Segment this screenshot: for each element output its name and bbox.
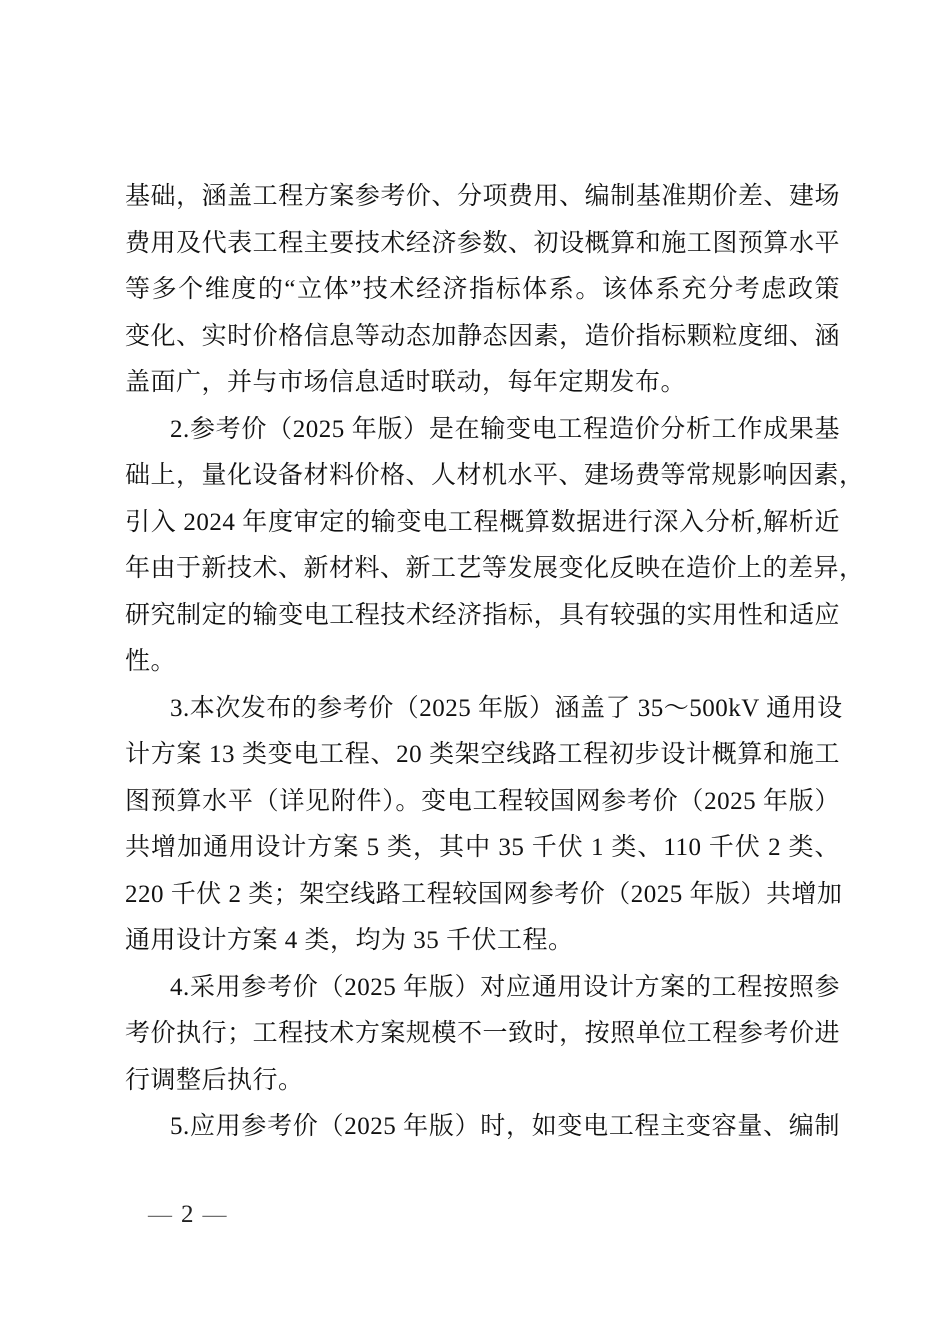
text-line: 共增加通用设计方案 5 类，其中 35 千伏 1 类、110 千伏 2 类、	[125, 834, 840, 861]
page-number	[148, 1200, 227, 1230]
text-line: 图预算水平（详见附件）。变电工程较国网参考价（2025 年版）	[125, 787, 840, 815]
text-line: 3.本次发布的参考价（2025 年版）涵盖了 35～500kV 通用设	[170, 694, 843, 722]
paragraph-item-5	[125, 1104, 840, 1151]
text-line: 行调整后执行。	[125, 1066, 304, 1094]
text-line: 通用设计方案 4 类，均为 35 千伏工程。	[125, 927, 574, 954]
text-line: 等多个维度的“立体”技术经济指标体系。该体系充分考虑政策	[125, 276, 840, 303]
footer-dash-left: —	[148, 1202, 172, 1228]
body-text	[125, 174, 865, 1151]
text-line: 220 千伏 2 类；架空线路工程较国网参考价（2025 年版）共增加	[125, 880, 843, 908]
text-line: 考价执行；工程技术方案规模不一致时，按照单位工程参考价进	[125, 1020, 840, 1047]
paragraph-item-4	[125, 965, 840, 1105]
footer-dash-right: —	[202, 1202, 227, 1228]
text-line: 盖面广，并与市场信息适时联动，每年定期发布。	[125, 369, 687, 396]
text-line: 费用及代表工程主要技术经济参数、初设概算和施工图预算水平	[125, 229, 840, 257]
paragraph-continuation	[125, 174, 840, 407]
text-line: 计方案 13 类变电工程、20 类架空线路工程初步设计概算和施工	[125, 741, 840, 768]
text-line: 引入 2024 年度审定的输变电工程概算数据进行深入分析,解析近	[125, 508, 840, 536]
text-line: 础上，量化设备材料价格、人材机水平、建场费等常规影响因素，	[125, 462, 865, 489]
text-line: 年由于新技术、新材料、新工艺等发展变化反映在造价上的差异，	[125, 555, 865, 582]
paragraph-item-3	[125, 686, 843, 965]
paragraph-item-2	[125, 407, 865, 686]
text-line: 研究制定的输变电工程技术经济指标，具有较强的实用性和适应	[125, 601, 840, 629]
text-line: 基础，涵盖工程方案参考价、分项费用、编制基准期价差、建场	[125, 183, 840, 210]
page-number-value: 2	[181, 1201, 194, 1228]
text-line: 2.参考价（2025 年版）是在输变电工程造价分析工作成果基	[170, 415, 840, 443]
text-line: 变化、实时价格信息等动态加静态因素，造价指标颗粒度细、涵	[125, 322, 840, 350]
text-line: 4.采用参考价（2025 年版）对应通用设计方案的工程按照参	[170, 973, 840, 1001]
text-line: 性。	[125, 648, 177, 675]
text-line: 5.应用参考价（2025 年版）时，如变电工程主变容量、编制	[170, 1113, 840, 1140]
